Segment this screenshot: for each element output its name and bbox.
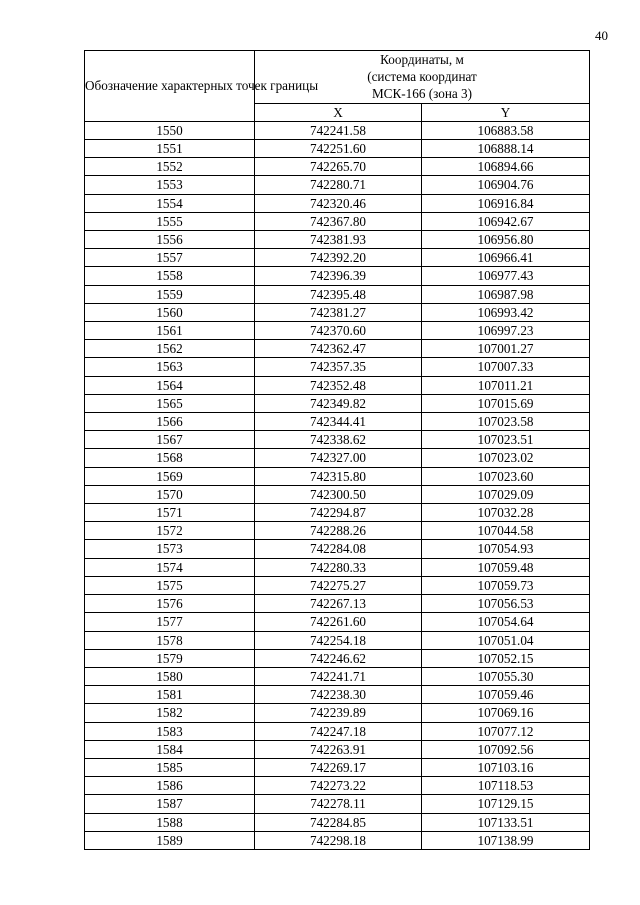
y-coordinate-cell: 107069.16 (422, 704, 590, 722)
table-row (85, 795, 590, 813)
table-row (85, 522, 590, 540)
table-row (85, 303, 590, 321)
y-coordinate-cell: 106956.80 (422, 231, 590, 249)
table-row (85, 576, 590, 594)
table-row (85, 449, 590, 467)
x-coordinate-cell: 742267.13 (255, 595, 422, 613)
point-id-cell: 1571 (85, 504, 255, 522)
x-coordinate-cell: 742261.60 (255, 613, 422, 631)
point-id-cell: 1586 (85, 777, 255, 795)
x-coordinate-cell: 742338.62 (255, 431, 422, 449)
point-id-cell: 1557 (85, 249, 255, 267)
x-coordinate-cell: 742238.30 (255, 686, 422, 704)
point-id-cell: 1583 (85, 722, 255, 740)
x-coordinate-cell: 742352.48 (255, 376, 422, 394)
table-row (85, 485, 590, 503)
table-row (85, 704, 590, 722)
x-coordinate-cell: 742298.18 (255, 831, 422, 849)
y-coordinate-cell: 107023.51 (422, 431, 590, 449)
table-row (85, 467, 590, 485)
x-coordinate-cell: 742241.71 (255, 667, 422, 685)
table-row (85, 358, 590, 376)
point-id-cell: 1575 (85, 576, 255, 594)
header-row (85, 51, 590, 104)
y-coordinate-cell: 106966.41 (422, 249, 590, 267)
table-row (85, 740, 590, 758)
x-coordinate-cell: 742241.58 (255, 121, 422, 139)
point-id-cell: 1554 (85, 194, 255, 212)
y-coordinate-cell: 107138.99 (422, 831, 590, 849)
x-coordinate-cell: 742396.39 (255, 267, 422, 285)
y-coordinate-cell: 107007.33 (422, 358, 590, 376)
y-coordinate-cell: 107118.53 (422, 777, 590, 795)
point-id-cell: 1563 (85, 358, 255, 376)
y-coordinate-cell: 107056.53 (422, 595, 590, 613)
table-row (85, 212, 590, 230)
x-coordinate-cell: 742327.00 (255, 449, 422, 467)
y-coordinate-cell: 107029.09 (422, 485, 590, 503)
y-coordinate-cell: 107011.21 (422, 376, 590, 394)
table-row (85, 758, 590, 776)
y-coordinate-cell: 106993.42 (422, 303, 590, 321)
point-id-cell: 1567 (85, 431, 255, 449)
point-id-cell: 1579 (85, 649, 255, 667)
coordinates-table (84, 50, 590, 850)
y-coordinate-cell: 107059.48 (422, 558, 590, 576)
y-coordinate-cell: 107092.56 (422, 740, 590, 758)
x-coordinate-cell: 742344.41 (255, 413, 422, 431)
point-id-cell: 1574 (85, 558, 255, 576)
point-id-cell: 1564 (85, 376, 255, 394)
point-id-cell: 1559 (85, 285, 255, 303)
x-coordinate-cell: 742278.11 (255, 795, 422, 813)
x-coordinate-cell: 742320.46 (255, 194, 422, 212)
point-id-cell: 1582 (85, 704, 255, 722)
x-coordinate-cell: 742315.80 (255, 467, 422, 485)
table-row (85, 649, 590, 667)
x-coordinate-cell: 742269.17 (255, 758, 422, 776)
y-coordinate-cell: 106888.14 (422, 140, 590, 158)
point-id-cell: 1588 (85, 813, 255, 831)
table-row (85, 340, 590, 358)
coordinates-header-line-1: Координаты, м (380, 52, 464, 67)
table-row (85, 194, 590, 212)
y-coordinate-cell: 107103.16 (422, 758, 590, 776)
point-label-header: Обозначение характерных точек границы (85, 51, 255, 122)
x-column-header: X (255, 103, 422, 121)
y-coordinate-cell: 107044.58 (422, 522, 590, 540)
point-id-cell: 1555 (85, 212, 255, 230)
x-coordinate-cell: 742381.93 (255, 231, 422, 249)
point-id-cell: 1558 (85, 267, 255, 285)
point-id-cell: 1578 (85, 631, 255, 649)
x-coordinate-cell: 742367.80 (255, 212, 422, 230)
point-id-cell: 1576 (85, 595, 255, 613)
table-row (85, 777, 590, 795)
y-coordinate-cell: 106904.76 (422, 176, 590, 194)
table-row (85, 595, 590, 613)
coordinates-header-line-3: МСК-166 (зона 3) (371, 86, 473, 102)
x-coordinate-cell: 742357.35 (255, 358, 422, 376)
point-id-cell: 1577 (85, 613, 255, 631)
x-coordinate-cell: 742284.08 (255, 540, 422, 558)
table-row (85, 631, 590, 649)
point-id-cell: 1585 (85, 758, 255, 776)
point-id-cell: 1550 (85, 121, 255, 139)
point-id-cell: 1572 (85, 522, 255, 540)
x-coordinate-cell: 742370.60 (255, 322, 422, 340)
table-row (85, 231, 590, 249)
x-coordinate-cell: 742273.22 (255, 777, 422, 795)
point-id-cell: 1552 (85, 158, 255, 176)
y-column-header: Y (422, 103, 590, 121)
table-row (85, 376, 590, 394)
y-coordinate-cell: 106977.43 (422, 267, 590, 285)
table-row (85, 431, 590, 449)
x-coordinate-cell: 742280.33 (255, 558, 422, 576)
y-coordinate-cell: 107032.28 (422, 504, 590, 522)
table-row (85, 249, 590, 267)
x-coordinate-cell: 742254.18 (255, 631, 422, 649)
table-row (85, 158, 590, 176)
x-coordinate-cell: 742239.89 (255, 704, 422, 722)
point-id-cell: 1570 (85, 485, 255, 503)
table-row (85, 176, 590, 194)
table-row (85, 285, 590, 303)
y-coordinate-cell: 107015.69 (422, 394, 590, 412)
page-number: 40 (595, 28, 608, 43)
x-coordinate-cell: 742275.27 (255, 576, 422, 594)
y-coordinate-cell: 106987.98 (422, 285, 590, 303)
y-coordinate-cell: 107023.02 (422, 449, 590, 467)
y-coordinate-cell: 107051.04 (422, 631, 590, 649)
y-coordinate-cell: 107129.15 (422, 795, 590, 813)
coordinates-header (255, 51, 590, 104)
table-row (85, 140, 590, 158)
x-coordinate-cell: 742246.62 (255, 649, 422, 667)
x-coordinate-cell: 742288.26 (255, 522, 422, 540)
table-row (85, 667, 590, 685)
x-coordinate-cell: 742362.47 (255, 340, 422, 358)
table-row (85, 322, 590, 340)
x-coordinate-cell: 742284.85 (255, 813, 422, 831)
y-coordinate-cell: 107052.15 (422, 649, 590, 667)
point-id-cell: 1556 (85, 231, 255, 249)
x-coordinate-cell: 742300.50 (255, 485, 422, 503)
x-coordinate-cell: 742251.60 (255, 140, 422, 158)
point-id-cell: 1569 (85, 467, 255, 485)
y-coordinate-cell: 107023.60 (422, 467, 590, 485)
y-coordinate-cell: 106883.58 (422, 121, 590, 139)
x-coordinate-cell: 742263.91 (255, 740, 422, 758)
y-coordinate-cell: 107059.73 (422, 576, 590, 594)
y-coordinate-cell: 106894.66 (422, 158, 590, 176)
x-coordinate-cell: 742280.71 (255, 176, 422, 194)
table-row (85, 121, 590, 139)
x-coordinate-cell: 742381.27 (255, 303, 422, 321)
point-id-cell: 1553 (85, 176, 255, 194)
y-coordinate-cell: 107023.58 (422, 413, 590, 431)
point-id-cell: 1584 (85, 740, 255, 758)
table-row (85, 413, 590, 431)
x-coordinate-cell: 742392.20 (255, 249, 422, 267)
point-id-cell: 1560 (85, 303, 255, 321)
table-row (85, 722, 590, 740)
y-coordinate-cell: 106916.84 (422, 194, 590, 212)
table-body (85, 121, 590, 849)
y-coordinate-cell: 106942.67 (422, 212, 590, 230)
y-coordinate-cell: 107077.12 (422, 722, 590, 740)
point-id-cell: 1561 (85, 322, 255, 340)
point-id-cell: 1587 (85, 795, 255, 813)
table-row (85, 558, 590, 576)
point-id-cell: 1566 (85, 413, 255, 431)
y-coordinate-cell: 107054.93 (422, 540, 590, 558)
point-id-cell: 1573 (85, 540, 255, 558)
y-coordinate-cell: 107054.64 (422, 613, 590, 631)
point-id-cell: 1581 (85, 686, 255, 704)
table-row (85, 540, 590, 558)
y-coordinate-cell: 106997.23 (422, 322, 590, 340)
table-row (85, 267, 590, 285)
y-coordinate-cell: 107001.27 (422, 340, 590, 358)
x-coordinate-cell: 742395.48 (255, 285, 422, 303)
table-row (85, 613, 590, 631)
point-id-cell: 1562 (85, 340, 255, 358)
table-row (85, 504, 590, 522)
table-row (85, 686, 590, 704)
x-coordinate-cell: 742349.82 (255, 394, 422, 412)
table-row (85, 813, 590, 831)
table-header (85, 51, 590, 122)
x-coordinate-cell: 742247.18 (255, 722, 422, 740)
point-id-cell: 1568 (85, 449, 255, 467)
y-coordinate-cell: 107133.51 (422, 813, 590, 831)
point-id-cell: 1580 (85, 667, 255, 685)
table-row (85, 394, 590, 412)
coordinates-header-line-2: (система координат (367, 69, 477, 85)
point-id-cell: 1589 (85, 831, 255, 849)
point-id-cell: 1565 (85, 394, 255, 412)
y-coordinate-cell: 107059.46 (422, 686, 590, 704)
x-coordinate-cell: 742265.70 (255, 158, 422, 176)
table-row (85, 831, 590, 849)
point-id-cell: 1551 (85, 140, 255, 158)
y-coordinate-cell: 107055.30 (422, 667, 590, 685)
x-coordinate-cell: 742294.87 (255, 504, 422, 522)
